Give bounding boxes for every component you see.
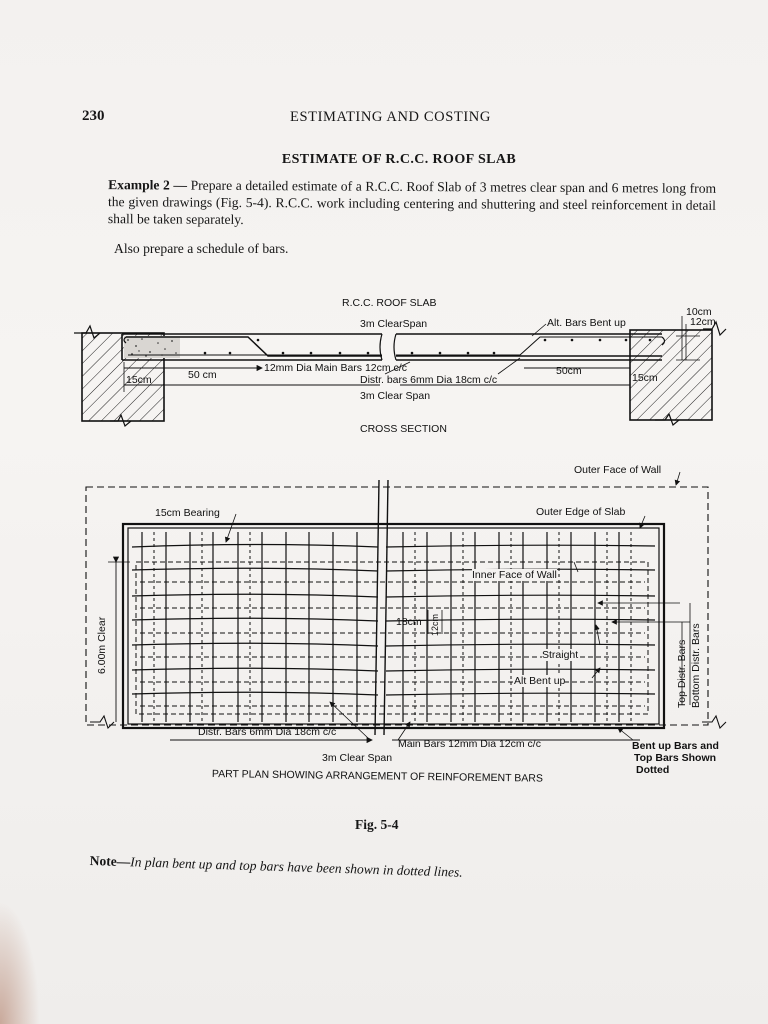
figure-caption: Fig. 5-4 <box>355 817 399 832</box>
plan-top-distr-label: Top Distr. Bars <box>676 639 688 708</box>
slab-outer-edge <box>123 524 664 728</box>
cs-clear-span-bottom: 3m Clear Span <box>360 390 431 402</box>
plan-inner-face-label: Inner Face of Wall <box>472 569 557 581</box>
plan-spacing-18: 18cm <box>396 616 422 628</box>
plan-alt-bent-label: Alt Bent up <box>514 675 566 687</box>
example-lead: Example 2 — <box>108 177 188 193</box>
plan-spacing-12: 12cm <box>430 613 440 636</box>
cs-dim-12: 12cm <box>690 316 716 328</box>
running-head: ESTIMATING AND COSTING <box>290 109 491 125</box>
plan-bent-up-note-3: Dotted <box>636 764 670 776</box>
cs-main-bars-label: 12mm Dia Main Bars 12cm c/c <box>264 362 407 374</box>
schedule-instruction: Also prepare a schedule of bars. <box>114 241 289 256</box>
cs-dim-50-left: 50 cm <box>188 369 217 381</box>
plan-distr-bars-label: Distr. Bars 6mm Dia 18cm c/c <box>198 726 337 738</box>
cs-title: R.C.C. ROOF SLAB <box>342 297 437 309</box>
cs-bearing-right: 15cm <box>632 372 658 384</box>
outer-wall-face <box>86 487 708 725</box>
example-text: Prepare a detailed estimate of a R.C.C. Roof Slab of 3 metres clear span and 6 metres long from the given drawings (Fig. 5-4). R.C.C. work including centering and shuttering and steel reinforcement in detail shall be taken separately. <box>107 177 717 227</box>
plan-bent-up-note-1: Bent up Bars and <box>632 740 719 752</box>
note-text: In plan bent up and top bars have been shown in dotted lines. <box>130 854 463 880</box>
note-label: Note— <box>89 853 131 870</box>
page-number: 230 <box>82 108 105 124</box>
plan-outer-face-label: Outer Face of Wall <box>574 464 662 476</box>
cs-clear-span-top: 3m ClearSpan <box>360 318 428 330</box>
plan-outer-edge-label: Outer Edge of Slab <box>536 506 626 518</box>
plan-caption: PART PLAN SHOWING ARRANGEMENT OF REINFOREMENT BARS <box>211 768 543 785</box>
plan-clear-length: 6.00m Clear <box>96 616 108 674</box>
cs-caption: CROSS SECTION <box>360 423 447 435</box>
plan-main-bars-label: Main Bars 12mm Dia 12cm c/c <box>398 738 541 750</box>
plan-bottom-distr-label: Bottom Distr. Bars <box>690 623 702 708</box>
cs-alt-bars-label: Alt. Bars Bent up <box>547 317 626 329</box>
cs-dim-50-right: 50cm <box>556 365 582 377</box>
cs-bearing-left: 15cm <box>126 374 152 386</box>
cs-distr-bars-label: Distr. bars 6mm Dia 18cm c/c <box>360 374 498 386</box>
plan-straight-label: Straight <box>542 649 579 661</box>
plan-bent-up-note-2: Top Bars Shown <box>634 752 717 764</box>
section-title: ESTIMATE OF R.C.C. ROOF SLAB <box>281 152 517 167</box>
plan-clear-span-label: 3m Clear Span <box>322 752 393 764</box>
plan-bearing-label: 15cm Bearing <box>155 507 220 519</box>
cs-dim-10: 10cm <box>686 306 712 318</box>
